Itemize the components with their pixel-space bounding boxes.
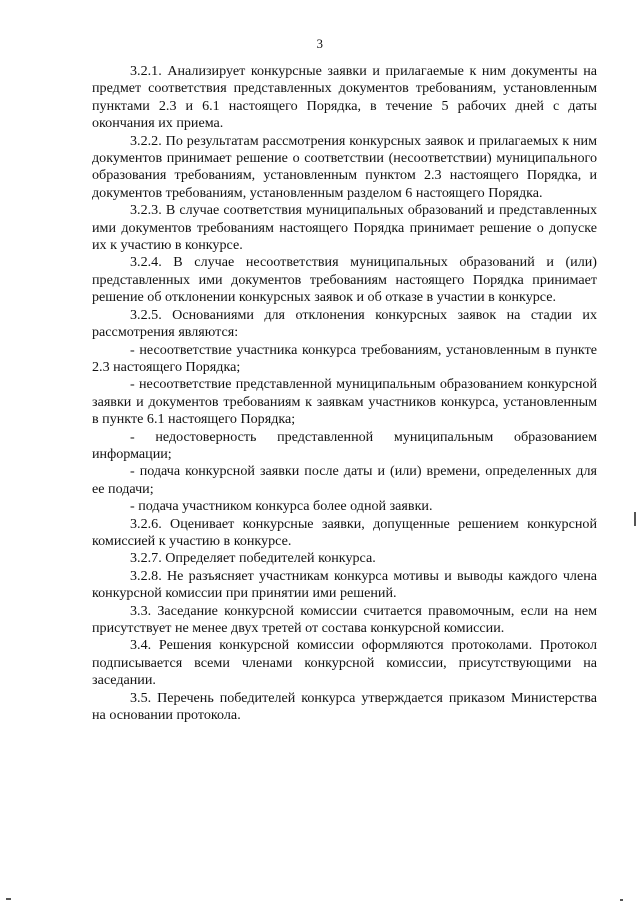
list-item-grounds-1: - несоответствие участника конкурса требованиям, установленным в пункте 2.3 настоящего Порядка; xyxy=(92,341,597,375)
scan-mark-bottom-left xyxy=(6,898,11,900)
paragraph-3-2-6: 3.2.6. Оценивает конкурсные заявки, допущенные решением конкурсной комиссией к участию в конкурсе. xyxy=(92,515,597,549)
list-item-grounds-4: - подача конкурсной заявки после даты и (или) времени, определенных для ее подачи; xyxy=(92,463,597,497)
paragraph-3-2-3: 3.2.3. В случае соответствия муниципальных образований и представленных ими документов требованиям настоящего Порядка принимает решение о допуске их к участию в конкурсе. xyxy=(92,202,597,254)
paragraph-3-2-4: 3.2.4. В случае несоответствия муниципальных образований и (или) представленных ими документов требованиям настоящего Порядка принимает решение об отклонении конкурсных заявок и об отказе в участии в конкурсе. xyxy=(92,254,597,306)
paragraph-3-4: 3.4. Решения конкурсной комиссии оформляются протоколами. Протокол подписывается всеми членами конкурсной комиссии, присутствующими на заседании. xyxy=(92,637,597,689)
list-item-grounds-2: - несоответствие представленной муниципальным образованием конкурсной заявки и документов требованиям к заявкам участников конкурса, установленным в пункте 6.1 настоящего Порядка; xyxy=(92,376,597,428)
scan-mark-right xyxy=(634,512,636,526)
document-body xyxy=(92,63,597,724)
paragraph-3-2-2: 3.2.2. По результатам рассмотрения конкурсных заявок и прилагаемых к ним документов принимает решение о соответствии (несоответствии) муниципального образования требованиям, установленным пунктом 2.3 настоящего Порядка, и документов требованиям, установленным разделом 6 настоящего Порядка. xyxy=(92,132,597,201)
page-number: 3 xyxy=(316,36,324,51)
paragraph-3-5: 3.5. Перечень победителей конкурса утверждается приказом Министерства на основании протокола. xyxy=(92,689,597,724)
paragraph-3-3: 3.3. Заседание конкурсной комиссии считается правомочным, если на нем присутствует не менее двух третей от состава конкурсной комиссии. xyxy=(92,602,597,636)
paragraph-3-2-7: 3.2.7. Определяет победителей конкурса. xyxy=(130,550,376,567)
paragraph-3-2-5: 3.2.5. Основаниями для отклонения конкурсных заявок на стадии их рассмотрения являются: xyxy=(92,306,597,341)
paragraph-3-2-8: 3.2.8. Не разъясняет участникам конкурса мотивы и выводы каждого члена конкурсной комиссии при принятии ими решений. xyxy=(92,567,597,602)
paragraph-3-2-1: 3.2.1. Анализирует конкурсные заявки и прилагаемые к ним документы на предмет соответствия представленных документов требованиям, установленным пунктами 2.3 и 6.1 настоящего Порядка, в течение 5 рабочих дней с даты окончания их приема. xyxy=(92,63,597,132)
list-item-grounds-5: - подача участником конкурса более одной заявки. xyxy=(130,498,433,515)
list-item-grounds-3: - недостоверность представленной муниципальным образованием информации; xyxy=(92,428,597,462)
scan-mark-bottom-right xyxy=(620,899,623,901)
